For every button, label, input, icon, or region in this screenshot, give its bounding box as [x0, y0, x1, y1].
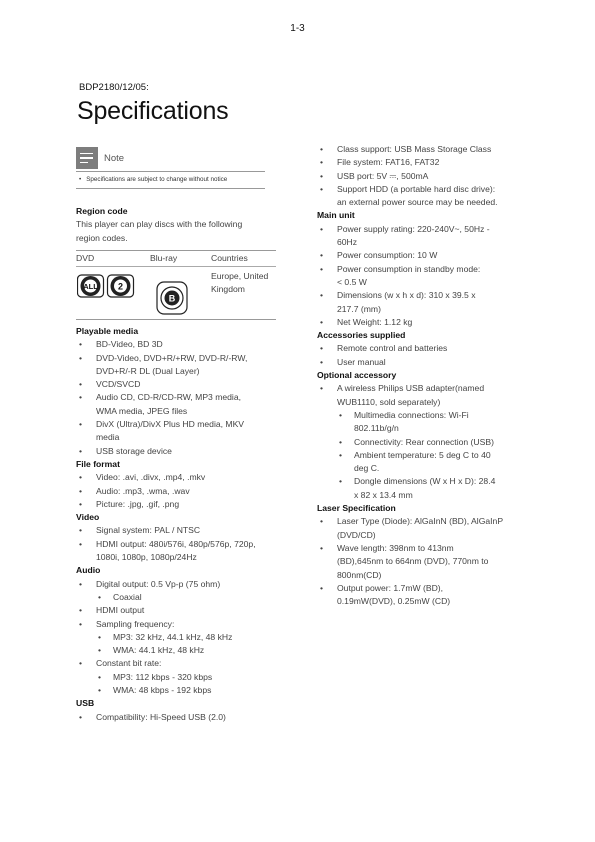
list-item: • Connectivity: Rear connection (USB) [317, 436, 522, 449]
list-item: • Power supply rating: 220-240V~, 50Hz - 60Hz [317, 223, 522, 250]
laser-list [317, 515, 522, 608]
left-column [76, 325, 281, 724]
main-unit-list [317, 223, 522, 329]
list-item: • Support HDD (a portable hard disc drive): an external power source may be needed. [317, 183, 522, 210]
region-table-header [76, 250, 276, 267]
optional-list [317, 382, 522, 502]
list-item: • Compatibility: Hi-Speed USB (2.0) [76, 711, 281, 724]
list-item: • Sampling frequency: [76, 618, 281, 631]
list-item: • USB storage device [76, 445, 281, 458]
list-item: • User manual [317, 356, 522, 369]
list-item: • Power consumption: 10 W [317, 249, 522, 262]
list-item: • HDMI output: 480i/576i, 480p/576p, 720p, 1080i, 1080p, 1080p/24Hz [76, 538, 281, 565]
note-text-row: • Specifications are subject to change without notice [76, 171, 265, 189]
accessories-list [317, 342, 522, 369]
list-item: • HDMI output [76, 604, 281, 617]
video-list [76, 524, 281, 564]
col-dvd: DVD [76, 253, 95, 263]
list-item: • Power consumption in standby mode: < 0.5 W [317, 263, 522, 290]
video-heading: Video [76, 512, 100, 523]
list-item: • Audio CD, CD-R/CD-RW, MP3 media, WMA media, JPEG files [76, 391, 281, 418]
list-item: • Ambient temperature: 5 deg C to 40 deg C. [317, 449, 522, 476]
list-item: • Wave length: 398nm to 413nm (BD),645nm to 664nm (DVD), 770nm to 800nm(CD) [317, 542, 522, 582]
audio-heading: Audio [76, 565, 101, 576]
countries-line2: Kingdom [211, 284, 245, 294]
region-table [76, 250, 276, 320]
file-format-heading: File format [76, 458, 120, 469]
list-item: • Video: .avi, .divx, .mp4, .mkv [76, 471, 281, 484]
note-label: Note [104, 152, 125, 164]
region-table-row [76, 267, 276, 320]
col-countries: Countries [211, 253, 248, 263]
list-item: • Output power: 1.7mW (BD), 0.19mW(DVD), 0.25mW (CD) [317, 582, 522, 609]
list-item: • Coaxial [76, 591, 281, 604]
list-item: • USB port: 5V ⎓, 500mA [317, 170, 522, 183]
list-item: • WMA: 48 kbps - 192 kbps [76, 684, 281, 697]
list-item: • DivX (Ultra)/DivX Plus HD media, MKV media [76, 418, 281, 445]
region-section [76, 205, 281, 245]
note-box [76, 147, 265, 189]
list-item: • Signal system: PAL / NTSC [76, 524, 281, 537]
list-item: • A wireless Philips USB adapter(named WUB1110, sold separately) [317, 382, 522, 409]
page-number: 1-3 [290, 23, 305, 34]
main-unit-heading: Main unit [317, 210, 355, 221]
bluray-region-icon [156, 281, 188, 315]
countries-line1: Europe, United [211, 271, 269, 281]
page-title: Specifications [77, 97, 229, 125]
usb-heading: USB [76, 698, 95, 709]
usb-list-left [76, 711, 281, 724]
usb-list-right [317, 143, 522, 209]
right-column [317, 143, 522, 608]
dvd-region-icon [77, 273, 135, 299]
playable-media-list [76, 338, 281, 458]
list-item: • Remote control and batteries [317, 342, 522, 355]
list-item: • Dimensions (w x h x d): 310 x 39.5 x 217.7 (mm) [317, 289, 522, 316]
bluray-badge-b: B [168, 293, 176, 304]
list-item: • WMA: 44.1 kHz, 48 kHz [76, 644, 281, 657]
note-text: Specifications are subject to change without notice [86, 176, 228, 183]
audio-list [76, 578, 281, 698]
laser-heading: Laser Specification [317, 503, 396, 514]
list-item: • DVD-Video, DVD+R/+RW, DVD-R/-RW, DVD+R/-R DL (Dual Layer) [76, 352, 281, 379]
playable-media-heading: Playable media [76, 326, 139, 336]
list-item: • Net Weight: 1.12 kg [317, 316, 522, 329]
list-item: • Laser Type (Diode): AlGaInN (BD), AlGaInP (DVD/CD) [317, 515, 522, 542]
list-item: • Audio: .mp3, .wma, .wav [76, 485, 281, 498]
list-item: • MP3: 112 kbps - 320 kbps [76, 671, 281, 684]
note-icon [76, 147, 98, 169]
accessories-heading: Accessories supplied [317, 330, 406, 341]
list-item: • Multimedia connections: Wi-Fi 802.11b/g/n [317, 409, 522, 436]
list-item: • Dongle dimensions (W x H x D): 28.4 x 82 x 13.4 mm [317, 475, 522, 502]
region-heading: Region code [76, 206, 128, 216]
list-item: • File system: FAT16, FAT32 [317, 156, 522, 169]
col-bluray: Blu-ray [150, 253, 178, 263]
region-text-line1: This player can play discs with the following [76, 219, 243, 230]
list-item: • Picture: .jpg, .gif, .png [76, 498, 281, 511]
file-format-list [76, 471, 281, 511]
list-item: • Digital output: 0.5 Vp-p (75 ohm) [76, 578, 281, 591]
region-text-line2: region codes. [76, 232, 128, 243]
dvd-badge-2: 2 [117, 281, 124, 292]
optional-heading: Optional accessory [317, 370, 397, 381]
list-item: • MP3: 32 kHz, 44.1 kHz, 48 kHz [76, 631, 281, 644]
list-item: • VCD/SVCD [76, 378, 281, 391]
list-item: • BD-Video, BD 3D [76, 338, 281, 351]
list-item: • Class support: USB Mass Storage Class [317, 143, 522, 156]
model-number: BDP2180/12/05: [79, 82, 149, 93]
list-item: • Constant bit rate: [76, 657, 281, 670]
dvd-badge-all: ALL [83, 282, 98, 291]
